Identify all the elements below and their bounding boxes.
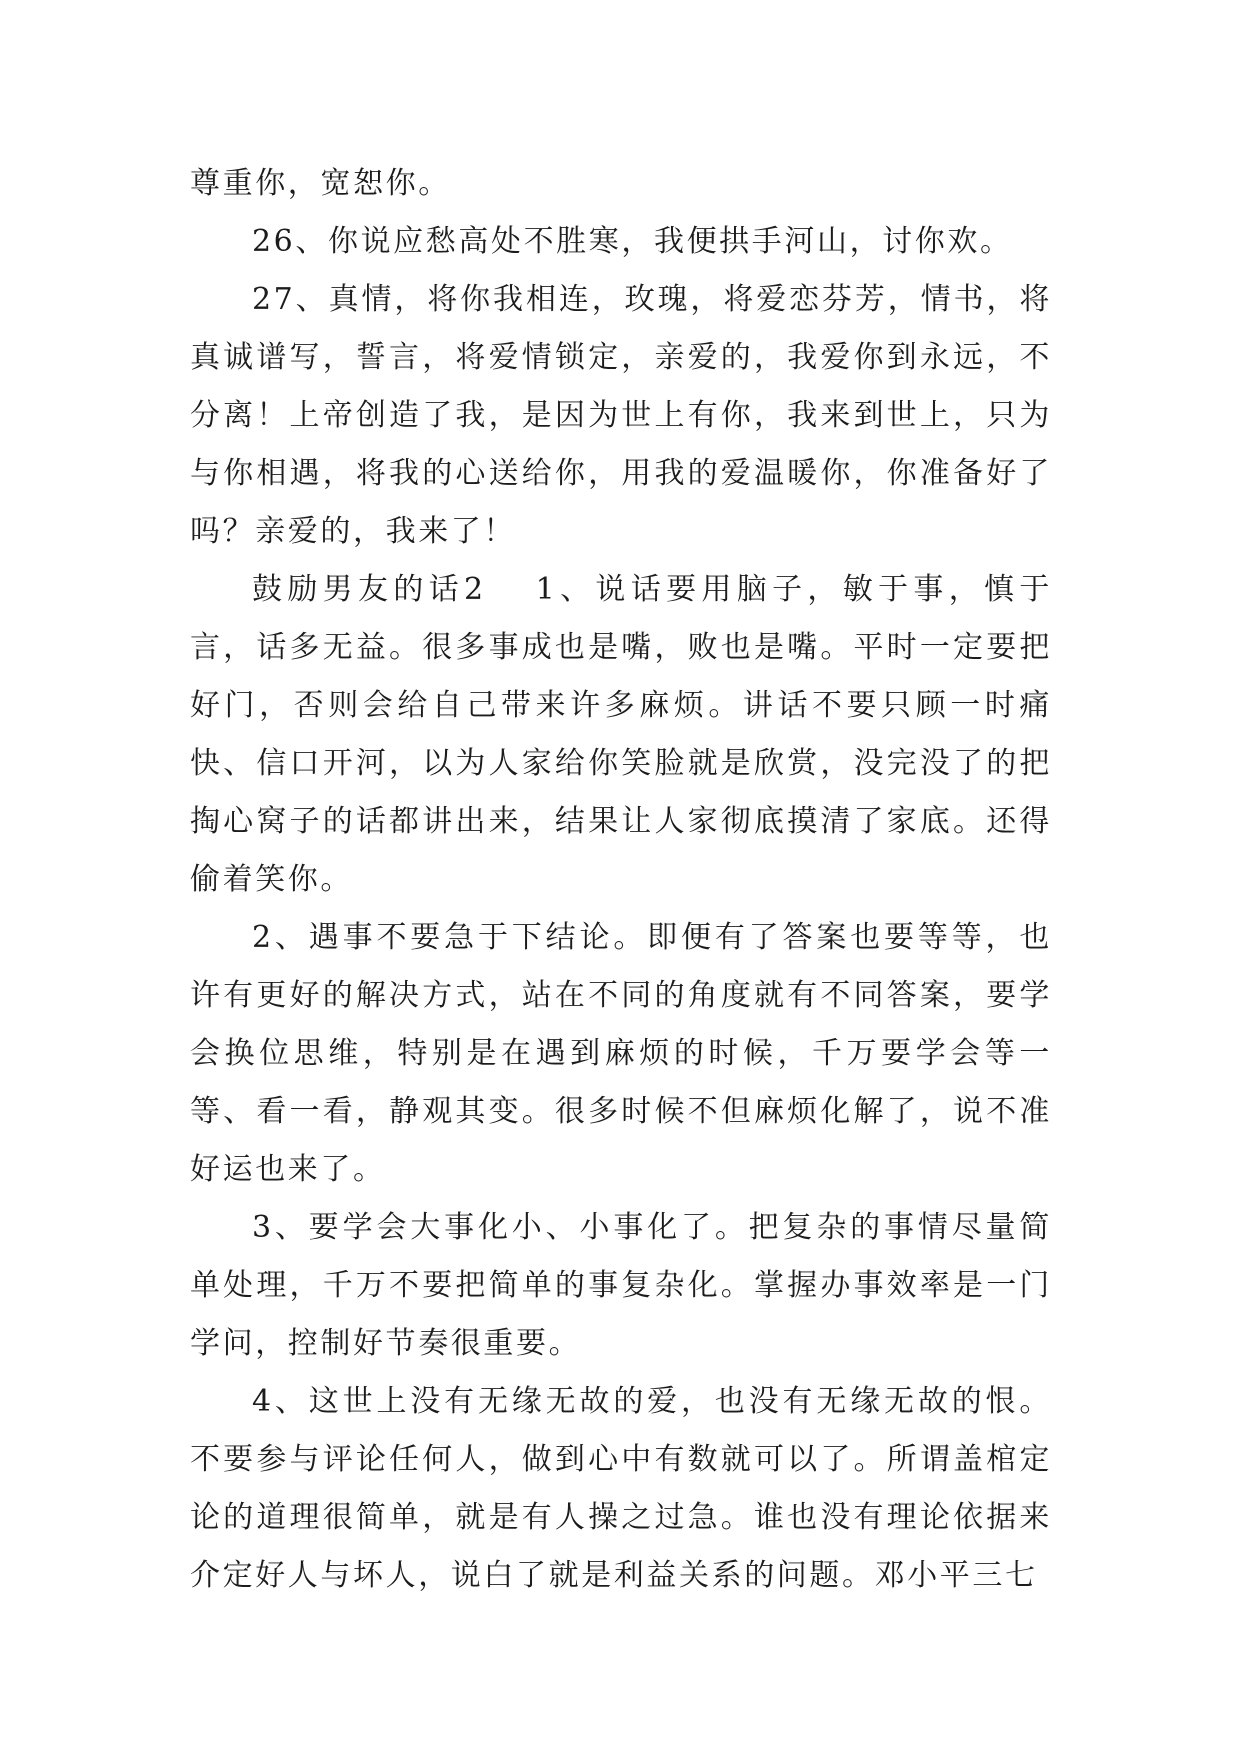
section-heading: 鼓励男友的话2 [252,572,486,607]
paragraph-27: 27、真情，将你我相连，玫瑰，将爱恋芬芳，情书，将真诚谱写，誓言，将爱情锁定，亲爱的，我爱你到永远，不分离！上帝创造了我，是因为世上有你，我来到世上，只为与你相遇，将我的心送给你，用我的爱温暖你，你准备好了吗？亲爱的，我来了！ [190,282,1052,549]
paragraph-item-1: 1、说话要用脑子，敏于事，慎于言，话多无益。很多事成也是嘴，败也是嘴。平时一定要把好门，否则会给自己带来许多麻烦。讲话不要只顾一时痛快、信口开河，以为人家给你笑脸就是欣赏，没完没了的把掏心窝子的话都讲出来，结果让人家彻底摸清了家底。还得偷着笑你。 [190,572,1052,897]
paragraph-26: 26、你说应愁高处不胜寒，我便拱手河山，讨你欢。 [252,224,1013,259]
paragraph-item-3: 3、要学会大事化小、小事化了。把复杂的事情尽量简单处理，千万不要把简单的事复杂化。掌握办事效率是一门学问，控制好节奏很重要。 [190,1210,1052,1361]
paragraph-1: 尊重你，宽恕你。 [190,166,451,201]
paragraph-item-2: 2、遇事不要急于下结论。即便有了答案也要等等，也许有更好的解决方式，站在不同的角度就有不同答案，要学会换位思维，特别是在遇到麻烦的时候，千万要学会等一等、看一看，静观其变。很多时候不但麻烦化解了，说不准好运也来了。 [190,920,1052,1187]
paragraph-section-2 [190,561,1052,909]
document-body [190,155,1052,1605]
paragraph-item-4: 4、这世上没有无缘无故的爱，也没有无缘无故的恨。不要参与评论任何人，做到心中有数就可以了。所谓盖棺定论的道理很简单，就是有人操之过急。谁也没有理论依据来介定好人与坏人，说白了就是利益关系的问题。邓小平三七 [190,1384,1052,1593]
